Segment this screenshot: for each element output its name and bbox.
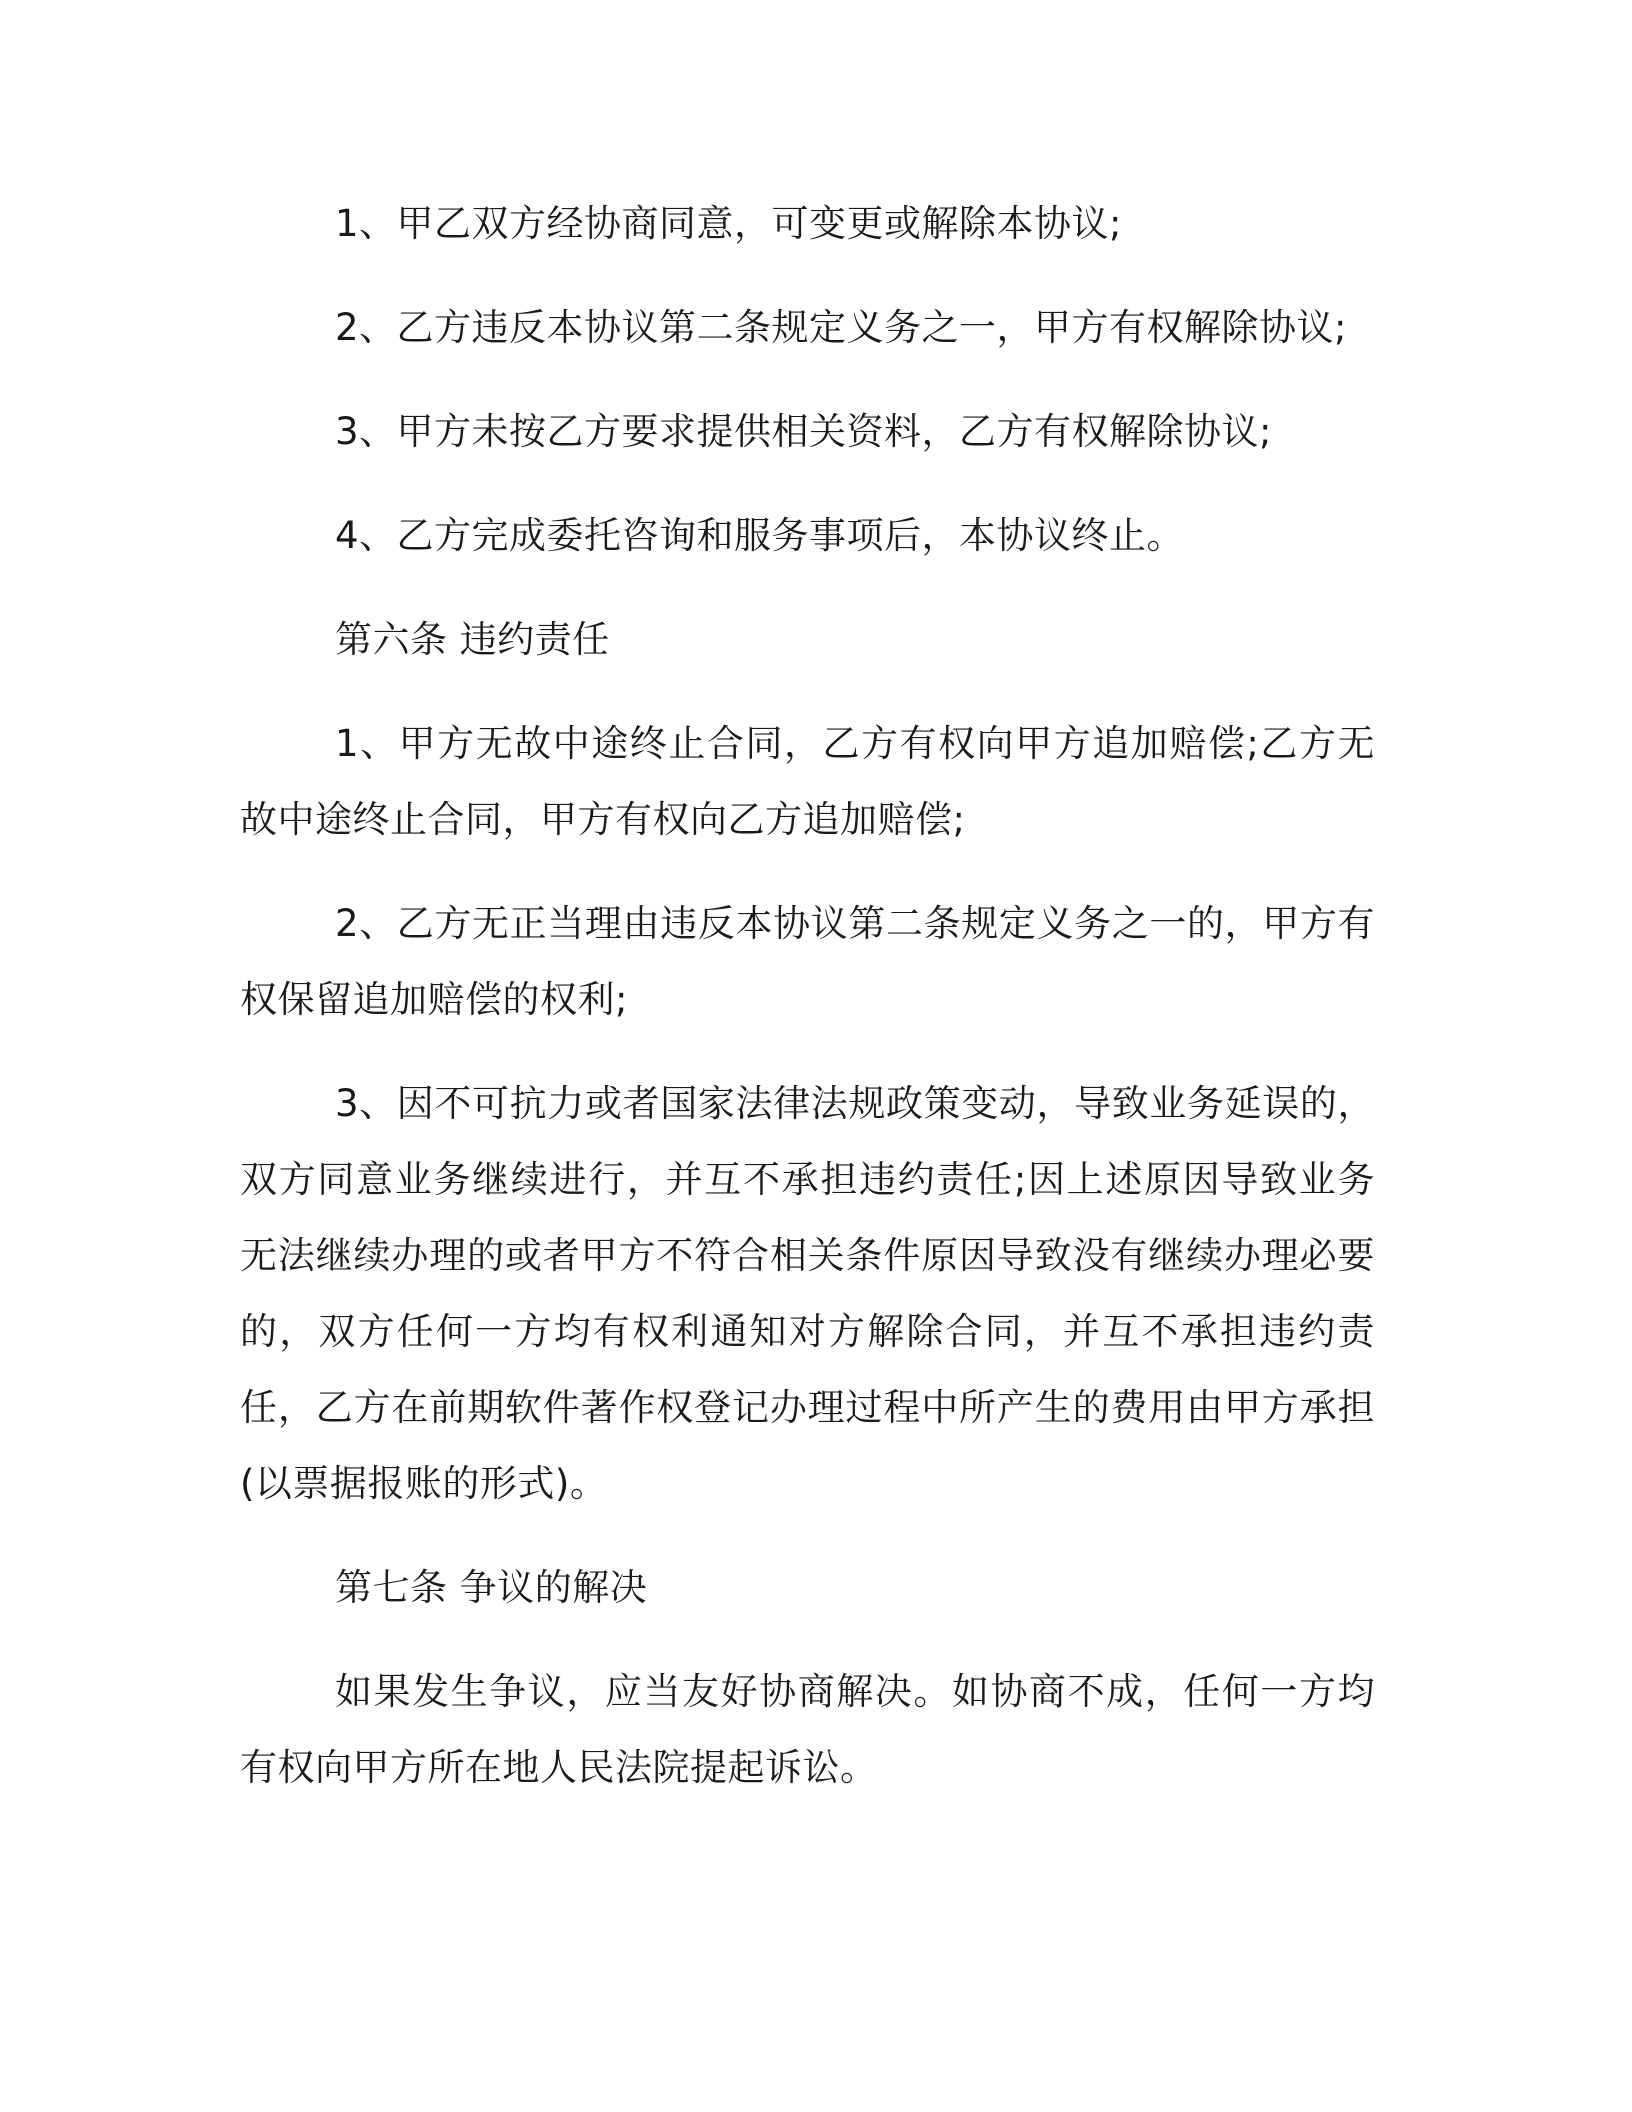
document-body (240, 186, 1375, 1834)
clause-5-item-3: 3、甲方未按乙方要求提供相关资料，乙方有权解除协议; (335, 410, 1273, 453)
clause-5-item-1: 1、甲乙双方经协商同意，可变更或解除本协议; (335, 202, 1123, 245)
clause-5-item-2: 2、乙方违反本协议第二条规定义务之一，甲方有权解除协议; (335, 306, 1348, 349)
clause-6-item-1: 1、甲方无故中途终止合同，乙方有权向甲方追加赔偿;乙方无故中途终止合同，甲方有权向乙方追加赔偿; (240, 722, 1375, 841)
clause-6-item-2: 2、乙方无正当理由违反本协议第二条规定义务之一的，甲方有权保留追加赔偿的权利; (240, 902, 1375, 1021)
clause-7-text: 如果发生争议，应当友好协商解决。如协商不成，任何一方均有权向甲方所在地人民法院提起诉讼。 (240, 1670, 1375, 1789)
section-heading-6: 第六条 违约责任 (335, 618, 610, 661)
clause-6-item-3: 3、因不可抗力或者国家法律法规政策变动，导致业务延误的，双方同意业务继续进行，并互不承担违约责任;因上述原因导致业务无法继续办理的或者甲方不符合相关条件原因导致没有继续办理必要的，双方任何一方均有权利通知对方解除合同，并互不承担违约责任，乙方在前期软件著作权登记办理过程中所产生的费用由甲方承担(以票据报账的形式)。 (240, 1082, 1375, 1505)
section-heading-7: 第七条 争议的解决 (335, 1566, 648, 1609)
clause-5-item-4: 4、乙方完成委托咨询和服务事项后，本协议终止。 (335, 514, 1185, 557)
